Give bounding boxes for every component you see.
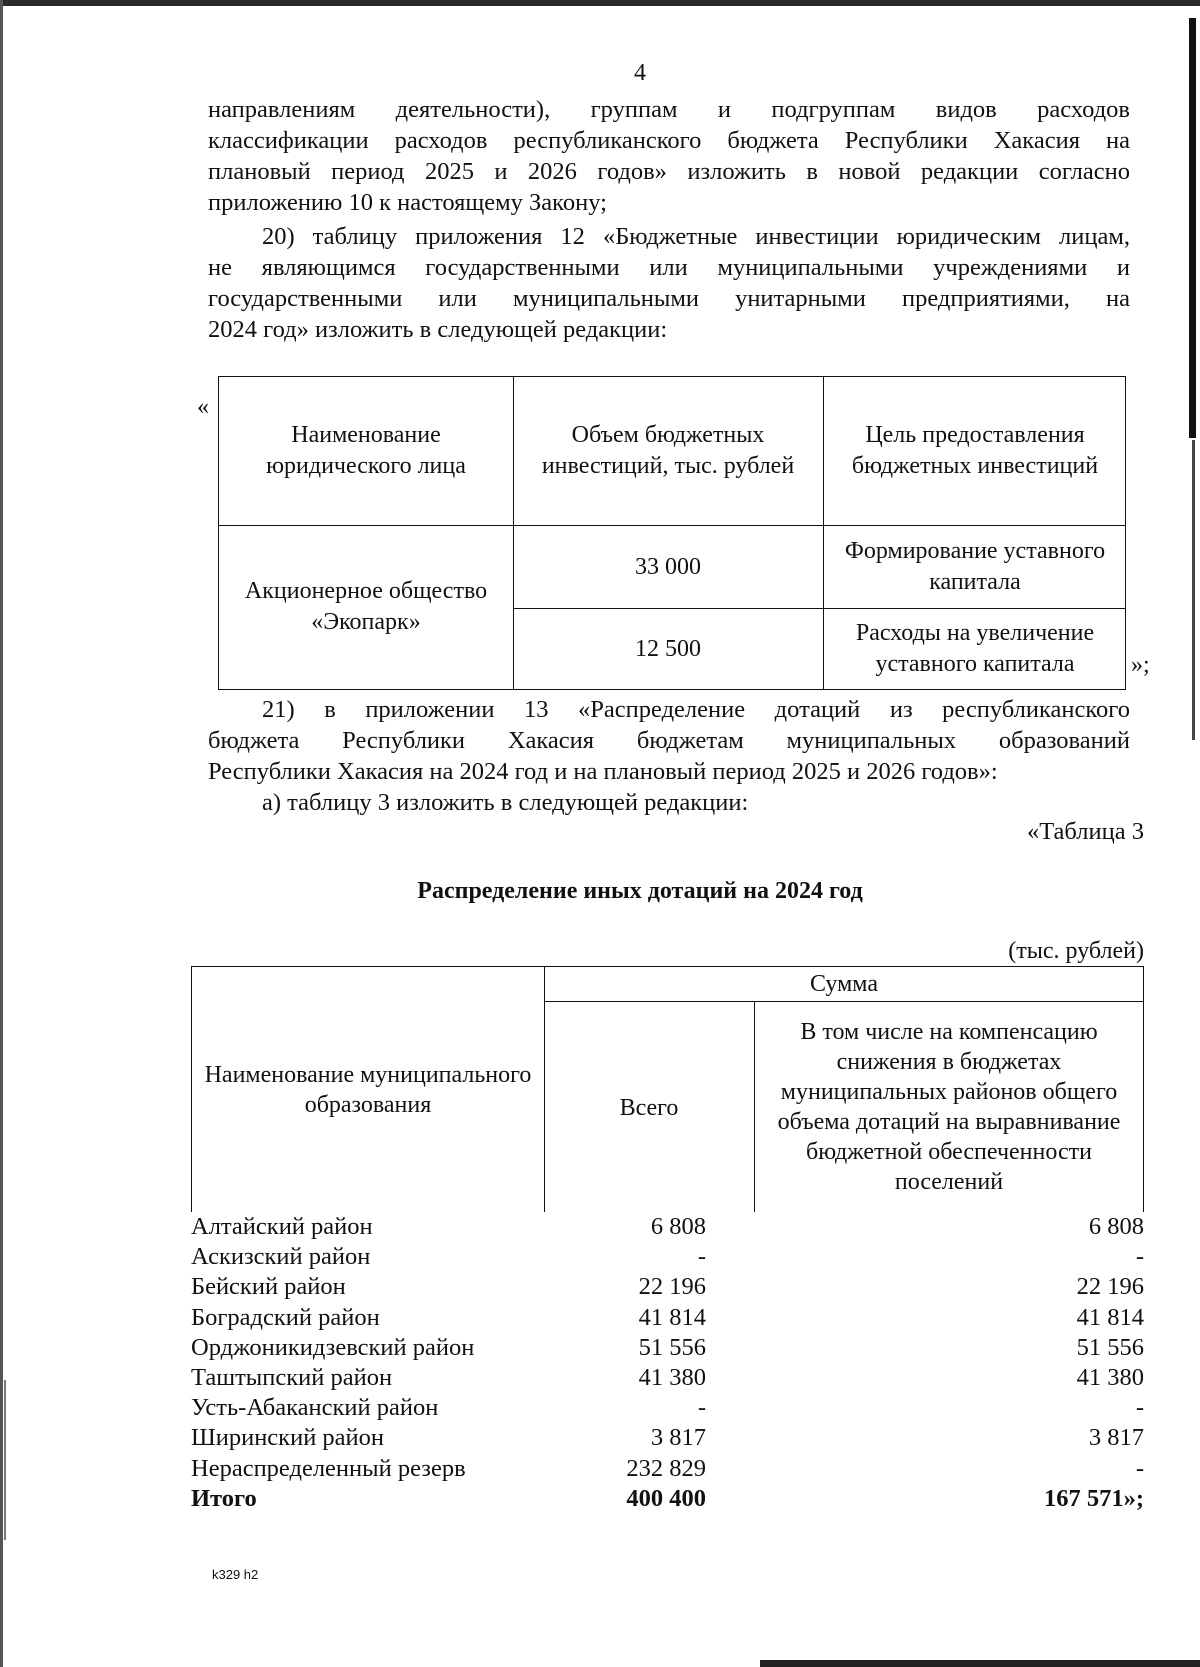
scan-edge-bottom <box>760 1660 1200 1667</box>
header-sum: Сумма <box>810 971 878 997</box>
quote-close: »; <box>1131 652 1150 678</box>
total-value: 6 808 <box>650 1213 706 1240</box>
compensation-value: 6 808 <box>1088 1213 1144 1240</box>
volume-cell: 12 500 <box>635 635 701 662</box>
paragraph-line: Республики Хакасия на 2024 год и на плановый период 2025 и 2026 годов»: <box>208 758 998 785</box>
scan-edge-right <box>1189 18 1196 438</box>
header-compensation: В том числе на компенсацию снижения в бюджетах муниципальных районов общего объема дотаций на выравнивание бюджетной обеспеченности поселений <box>777 1019 1121 1195</box>
compensation-value: 22 196 <box>1076 1273 1144 1301</box>
paragraph-line: направлениям деятельности), группам и подгруппам видов расходов <box>208 96 1130 123</box>
distribution-table-header <box>191 966 1144 1212</box>
table-row <box>191 1333 1144 1363</box>
total-row-label: Итого <box>191 1484 257 1512</box>
header-municipality: Наименование муниципального образования <box>204 1062 532 1118</box>
table-row <box>191 1272 1144 1302</box>
paragraph-line: 21) в приложении 13 «Распределение дотаций из республиканского <box>262 696 1130 723</box>
distribution-table-body <box>191 1212 1144 1514</box>
table-row <box>191 1242 1144 1272</box>
total-value: 41 380 <box>638 1363 706 1391</box>
compensation-value: 41 380 <box>1076 1363 1144 1391</box>
municipality-name: Алтайский район <box>191 1213 373 1240</box>
grand-total-value: 400 400 <box>626 1484 706 1512</box>
paragraph-line: плановый период 2025 и 2026 годов» изложить в новой редакции согласно <box>208 158 1130 185</box>
table-label: «Таблица 3 <box>1026 818 1144 845</box>
paragraph-line: государственными или муниципальными унитарными предприятиями, на <box>208 285 1130 312</box>
paragraph-line: бюджета Республики Хакасия бюджетам муниципальных образований <box>208 727 1130 754</box>
compensation-value: 51 556 <box>1076 1333 1144 1361</box>
compensation-value: - <box>1135 1243 1144 1271</box>
scan-edge-top <box>0 0 1200 6</box>
municipality-name: Нераспределенный резерв <box>191 1454 466 1482</box>
purpose-cell: Расходы на увеличение уставного капитала <box>855 620 1095 677</box>
total-value: 232 829 <box>626 1454 706 1482</box>
total-row <box>191 1484 1144 1514</box>
total-value: 3 817 <box>650 1424 706 1452</box>
investments-table <box>218 376 1126 690</box>
table-row <box>191 1454 1144 1484</box>
municipality-name: Орджоникидзевский район <box>191 1333 475 1361</box>
volume-cell: 33 000 <box>635 553 701 580</box>
header-total: Всего <box>619 1095 679 1121</box>
table-row <box>191 1393 1144 1423</box>
units-label: (тыс. рублей) <box>1008 938 1144 964</box>
compensation-value: - <box>1135 1454 1144 1482</box>
header-entity-name: Наименование юридического лица <box>266 422 466 479</box>
purpose-cell: Формирование уставного капитала <box>844 538 1106 595</box>
table-row <box>191 1303 1144 1333</box>
municipality-name: Таштыпский район <box>191 1363 393 1391</box>
total-value: 41 814 <box>638 1303 706 1331</box>
paragraph-line: приложению 10 к настоящему Закону; <box>208 189 607 216</box>
municipality-name: Ширинский район <box>191 1424 385 1452</box>
paragraph-line: а) таблицу 3 изложить в следующей редакции: <box>262 789 749 816</box>
table-row <box>191 1363 1144 1393</box>
compensation-value: 41 814 <box>1076 1303 1144 1331</box>
scan-edge-right-lower <box>1192 440 1195 740</box>
paragraph-line: 20) таблицу приложения 12 «Бюджетные инвестиции юридическим лицам, <box>262 223 1130 250</box>
total-value: 22 196 <box>638 1273 706 1301</box>
paragraph-line: классификации расходов республиканского бюджета Республики Хакасия на <box>208 127 1130 154</box>
entity-name-cell: Акционерное общество «Экопарк» <box>244 578 488 635</box>
quote-open: « <box>197 394 209 420</box>
paragraph-line: не являющимся государственными или муниципальными учреждениями и <box>208 254 1130 281</box>
header-investment-volume: Объем бюджетных инвестиций, тыс. рублей <box>541 422 795 479</box>
document-code: k329 h2 <box>212 1567 259 1582</box>
table-row <box>191 1423 1144 1453</box>
table-title: Распределение иных дотаций на 2024 год <box>417 878 863 904</box>
compensation-value: 3 817 <box>1088 1424 1144 1452</box>
municipality-name: Бейский район <box>191 1273 346 1301</box>
table-row <box>191 1212 1144 1242</box>
header-investment-purpose: Цель предоставления бюджетных инвестиций <box>851 422 1099 479</box>
total-value: - <box>697 1243 706 1271</box>
paragraph-line: 2024 год» изложить в следующей редакции: <box>208 316 668 343</box>
municipality-name: Аскизский район <box>191 1243 371 1271</box>
compensation-value: - <box>1135 1394 1144 1422</box>
scan-edge-left-lower <box>4 1380 6 1540</box>
grand-compensation-value: 167 571»; <box>1043 1484 1144 1512</box>
total-value: 51 556 <box>638 1333 706 1361</box>
page-number: 4 <box>634 60 646 86</box>
municipality-name: Усть-Абаканский район <box>191 1394 439 1422</box>
scan-edge-left <box>0 0 3 1667</box>
municipality-name: Боградский район <box>191 1303 380 1331</box>
total-value: - <box>697 1394 706 1422</box>
